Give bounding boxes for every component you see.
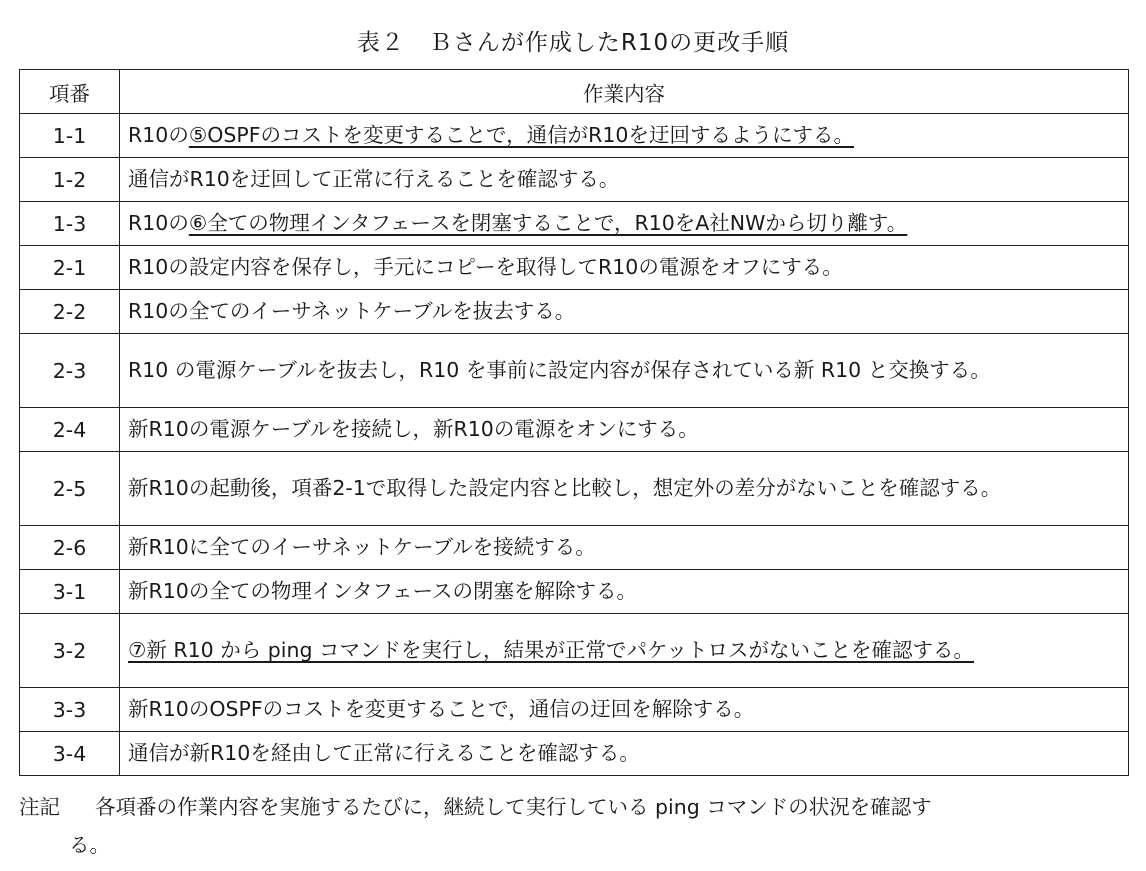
procedure-table <box>19 69 1129 776</box>
work-content-cell <box>120 114 1129 158</box>
table-row <box>20 570 1129 614</box>
content-text: R10 の電源ケーブルを抜去し，R10 を事前に設定内容が保存されている新 R10 と交換する。 <box>128 358 991 383</box>
content-text: 新R10のOSPFのコストを変更することで，通信の迂回を解除する。 <box>128 697 755 722</box>
table-row <box>20 246 1129 290</box>
header-work-content: 作業内容 <box>120 70 1129 114</box>
item-number-cell: 3-1 <box>20 570 120 614</box>
content-text: 新R10の全ての物理インタフェースの閉塞を解除する。 <box>128 579 637 604</box>
item-number-cell: 2-5 <box>20 452 120 526</box>
underlined-text: ⑥全ての物理インタフェースを閉塞することで，R10をA社NWから切り離す。 <box>188 211 908 236</box>
work-content-cell <box>120 688 1129 732</box>
work-content-cell <box>120 334 1129 408</box>
table-row <box>20 202 1129 246</box>
underlined-text: ⑤OSPFのコストを変更することで，通信がR10を迂回するようにする。 <box>188 123 854 148</box>
content-text: R10の設定内容を保存し，手元にコピーを取得してR10の電源をオフにする。 <box>128 255 843 280</box>
table-row <box>20 334 1129 408</box>
table-body <box>20 114 1129 776</box>
work-content-cell <box>120 408 1129 452</box>
work-content-cell <box>120 570 1129 614</box>
work-content-cell <box>120 452 1129 526</box>
footnote-text-continuation: る。 <box>69 833 110 857</box>
footnote-label: 注記 <box>19 795 60 819</box>
table-row <box>20 290 1129 334</box>
underlined-text: ⑦新 R10 から ping コマンドを実行し，結果が正常でパケットロスがないことを確認する。 <box>128 638 974 663</box>
table-row <box>20 408 1129 452</box>
item-number-cell: 2-2 <box>20 290 120 334</box>
content-text: 通信が新R10を経由して正常に行えることを確認する。 <box>128 741 640 766</box>
item-number-cell: 2-6 <box>20 526 120 570</box>
table-row <box>20 688 1129 732</box>
item-number-cell: 3-2 <box>20 614 120 688</box>
item-number-cell: 1-2 <box>20 158 120 202</box>
work-content-cell <box>120 158 1129 202</box>
table-title: 表２ Ｂさんが作成したR10の更改手順 <box>356 30 790 56</box>
work-content-cell <box>120 732 1129 776</box>
work-content-cell <box>120 290 1129 334</box>
header-item-number: 項番 <box>20 70 120 114</box>
content-text: R10の全てのイーサネットケーブルを抜去する。 <box>128 299 576 324</box>
item-number-cell: 2-1 <box>20 246 120 290</box>
work-content-cell <box>120 614 1129 688</box>
item-number-cell: 3-3 <box>20 688 120 732</box>
table-row <box>20 732 1129 776</box>
item-number-cell: 1-3 <box>20 202 120 246</box>
footnote <box>19 788 1131 864</box>
content-text: 新R10の電源ケーブルを接続し，新R10の電源をオンにする。 <box>128 417 699 442</box>
work-content-cell <box>120 246 1129 290</box>
content-text: R10の <box>128 211 189 236</box>
table-row <box>20 114 1129 158</box>
table-row <box>20 526 1129 570</box>
item-number-cell: 1-1 <box>20 114 120 158</box>
work-content-cell <box>120 202 1129 246</box>
table-row <box>20 452 1129 526</box>
item-number-cell: 3-4 <box>20 732 120 776</box>
footnote-text: 各項番の作業内容を実施するたびに，継続して実行している ping コマンドの状況を確認す <box>95 795 932 819</box>
table-row <box>20 158 1129 202</box>
table-row <box>20 614 1129 688</box>
content-text: 通信がR10を迂回して正常に行えることを確認する。 <box>128 167 620 192</box>
table-header-row <box>20 70 1129 114</box>
item-number-cell: 2-4 <box>20 408 120 452</box>
content-text: R10の <box>128 123 189 148</box>
content-text: 新R10に全てのイーサネットケーブルを接続する。 <box>128 535 596 560</box>
work-content-cell <box>120 526 1129 570</box>
content-text: 新R10の起動後，項番2-1で取得した設定内容と比較し，想定外の差分がないことを確認する。 <box>128 476 1002 501</box>
item-number-cell: 2-3 <box>20 334 120 408</box>
